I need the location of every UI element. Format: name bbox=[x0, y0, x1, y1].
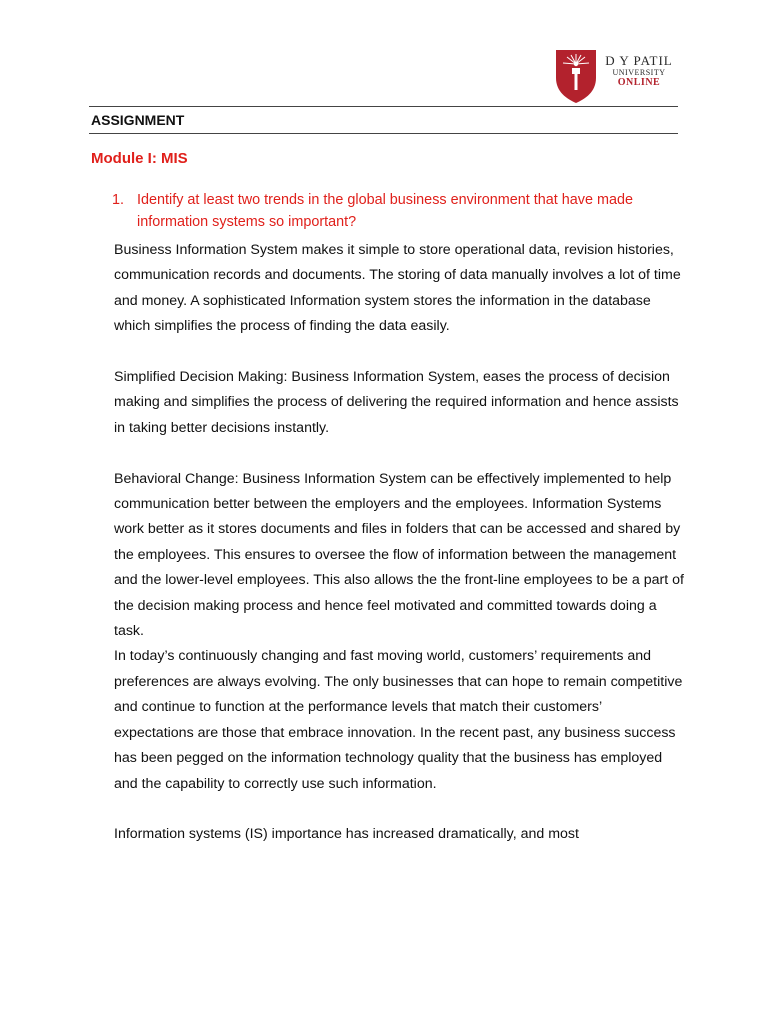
top-divider bbox=[89, 106, 678, 107]
answer-paragraph-3: Behavioral Change: Business Information System can be effectively implemented to help communication better between the employers and the employees. Information Systems work better as it stores documents and files in folders that can be accessed and shared by the employees. This ensures to oversee the flow of information between the management and the lower-level employees. This also allows the the front-line employees to be a part of the decision making process and hence feel motivated and committed towards doing a task. bbox=[114, 470, 684, 640]
module-title: Module I: MIS bbox=[91, 150, 188, 167]
logo-online: ONLINE bbox=[617, 77, 661, 88]
question-item bbox=[112, 189, 672, 233]
answer-paragraph-1: Business Information System makes it simple to store operational data, revision histories, communication records and documents. The storing of data manually involves a lot of time and money. A sophisticated Information system stores the information in the database which simplifies the process of finding the data easily. bbox=[114, 242, 681, 335]
shield-emblem-icon bbox=[553, 48, 599, 104]
logo-title: D Y PATIL bbox=[605, 53, 673, 68]
answer-paragraph-2: Simplified Decision Making: Business Information System, eases the process of decision making and simplifies the process of delivering the required information and hence assists in taking better decisions instantly. bbox=[114, 369, 679, 436]
assignment-heading: ASSIGNMENT bbox=[91, 112, 185, 128]
question-text: Identify at least two trends in the global business environment that have made information systems so important? bbox=[137, 192, 633, 230]
logo-subtitle: UNIVERSITY bbox=[612, 68, 666, 77]
heading-divider bbox=[89, 133, 678, 134]
answer-paragraph-5: Information systems (IS) importance has increased dramatically, and most bbox=[114, 826, 579, 843]
answer-paragraph-4: In today’s continuously changing and fast moving world, customers’ requirements and preferences are always evolving. The only businesses that can hope to remain competitive and continue to function at the performance levels that match their customers’ expectations are those that embrace innovation. In the recent past, any business success has been pegged on the information technology quality that the business has employed and the capability to correctly use such information. bbox=[114, 648, 683, 792]
university-logo bbox=[553, 48, 673, 104]
question-number: 1. bbox=[112, 192, 125, 208]
answer-body bbox=[114, 238, 684, 848]
